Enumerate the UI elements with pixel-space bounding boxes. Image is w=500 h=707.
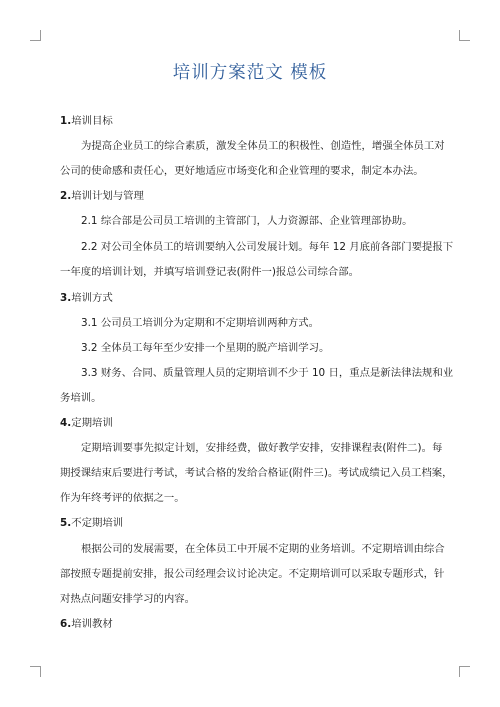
paragraph-2-1 xyxy=(60,214,440,229)
document-title: 培训方案范文 模板 xyxy=(172,63,328,83)
section-label: 培训目标 xyxy=(71,115,113,127)
paragraph-line: 期授课结束后要进行考试，考试合格的发给合格证(附件三)。考试成绩记入员工档案， xyxy=(60,467,453,479)
paragraph-4-1-cont xyxy=(60,466,453,481)
paragraph-5-1 xyxy=(60,542,445,557)
paragraph-line: 根据公司的发展需要，在全体员工中开展不定期的业务培训。不定期培训由综合 xyxy=(81,543,445,555)
section-label: 培训方式 xyxy=(71,292,113,304)
crop-mark-top-left xyxy=(30,30,41,41)
paragraph-5-1-cont xyxy=(60,567,445,582)
section-number: 3. xyxy=(60,292,72,304)
crop-mark-top-right xyxy=(459,30,470,41)
crop-mark-bottom-left xyxy=(30,666,41,677)
paragraph-2-2-cont xyxy=(60,265,440,280)
paragraph-line: 2.1 综合部是公司员工培训的主管部门，人力资源部、企业管理部协助。 xyxy=(81,215,413,227)
paragraph-line: 3.1 公司员工培训分为定期和不定期培训两种方式。 xyxy=(81,317,320,329)
section-label: 培训计划与管理 xyxy=(71,190,144,202)
paragraph-4-1 xyxy=(60,441,443,456)
paragraph-2-2 xyxy=(60,240,454,255)
section-number: 2. xyxy=(60,190,72,202)
paragraph-line: 2.2 对公司全体员工的培训要纳入公司发展计划。每年 12 月底前各部门要提报下 xyxy=(81,241,454,253)
section-label: 培训教材 xyxy=(71,618,113,630)
section-heading-2 xyxy=(60,189,440,204)
paragraph-line: 对热点问题安排学习的内容。 xyxy=(60,593,196,605)
paragraph-line: 作为年终考评的依据之一。 xyxy=(60,492,185,504)
paragraph-line: 务培训。 xyxy=(60,392,102,404)
paragraph-line: 为提高企业员工的综合素质，激发全体员工的积极性、创造性，增强全体员工对 xyxy=(81,140,445,152)
section-number: 6. xyxy=(60,618,72,630)
paragraph-3-3 xyxy=(60,366,454,381)
paragraph-line: 3.3 财务、合同、质量管理人员的定期培训不少于 10 日，重点是新法律法规和业 xyxy=(81,367,454,379)
crop-mark-bottom-right xyxy=(459,666,470,677)
section-label: 不定期培训 xyxy=(71,517,124,529)
paragraph-line: 定期培训要事先拟定计划，安排经费，做好教学安排，安排课程表(附件二)。每 xyxy=(81,442,443,454)
paragraph-3-3-cont xyxy=(60,391,440,406)
section-number: 4. xyxy=(60,417,72,429)
paragraph-line: 3.2 全体员工每年至少安排一个星期的脱产培训学习。 xyxy=(81,342,330,354)
paragraph-1-1 xyxy=(60,139,445,154)
section-heading-4 xyxy=(60,416,440,431)
paragraph-line: 部按照专题提前安排，报公司经理会议讨论决定。不定期培训可以采取专题形式，针 xyxy=(60,568,445,580)
section-heading-1 xyxy=(60,114,440,129)
section-number: 5. xyxy=(60,517,72,529)
paragraph-3-1 xyxy=(60,316,440,331)
paragraph-line: 一年度的培训计划，并填写培训登记表(附件一)报总公司综合部。 xyxy=(60,266,360,278)
paragraph-5-1-cont2 xyxy=(60,592,440,607)
paragraph-1-1-cont xyxy=(60,164,440,179)
section-number: 1. xyxy=(60,115,72,127)
section-heading-6 xyxy=(60,617,440,632)
section-heading-3 xyxy=(60,291,440,306)
paragraph-3-2 xyxy=(60,341,440,356)
paragraph-4-1-cont2 xyxy=(60,491,440,506)
section-heading-5 xyxy=(60,516,440,531)
paragraph-line: 公司的使命感和责任心，更好地适应市场变化和企业管理的要求，制定本办法。 xyxy=(60,165,424,177)
section-label: 定期培训 xyxy=(71,417,113,429)
